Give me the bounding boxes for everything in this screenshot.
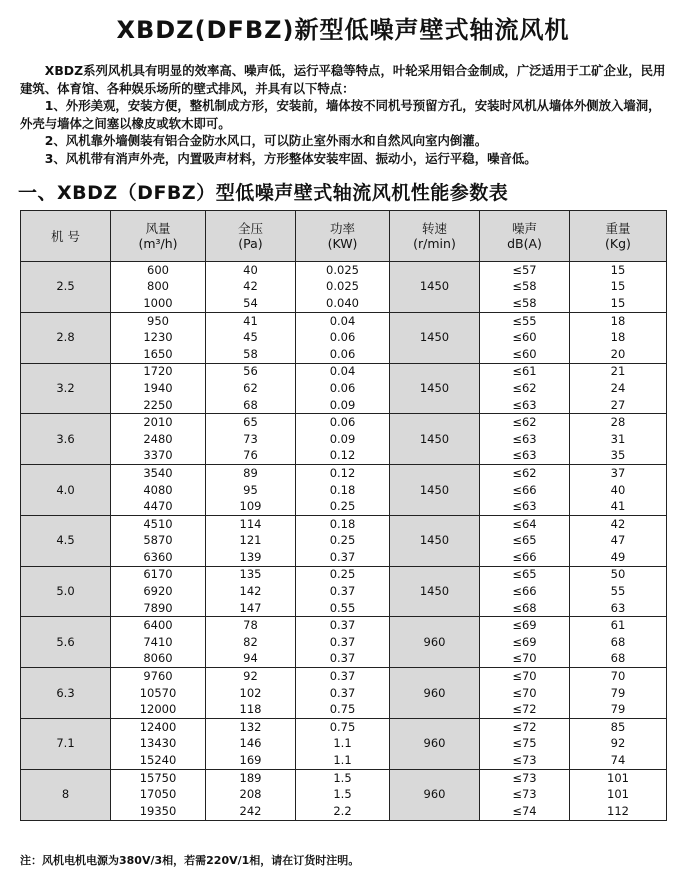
cell-power: 0.37: [296, 634, 390, 651]
cell-noise: ≤74: [480, 803, 570, 820]
cell-model: 3.6: [21, 414, 111, 465]
cell-noise: ≤70: [480, 685, 570, 702]
cell-pressure: 68: [206, 397, 296, 414]
table-row: [21, 397, 667, 414]
table-row: [21, 803, 667, 820]
cell-power: 0.12: [296, 448, 390, 465]
cell-airflow: 3370: [111, 448, 206, 465]
cell-noise: ≤62: [480, 380, 570, 397]
cell-airflow: 12000: [111, 701, 206, 718]
cell-airflow: 1940: [111, 380, 206, 397]
table-row: [21, 769, 667, 786]
cell-weight: 15: [570, 262, 667, 279]
table-row: [21, 685, 667, 702]
cell-airflow: 1650: [111, 346, 206, 363]
cell-power: 0.37: [296, 668, 390, 685]
cell-noise: ≤63: [480, 448, 570, 465]
table-row: [21, 600, 667, 617]
cell-model: 3.2: [21, 363, 111, 414]
cell-airflow: 800: [111, 279, 206, 296]
cell-power: 0.04: [296, 312, 390, 329]
table-row: [21, 431, 667, 448]
cell-speed: 1450: [390, 414, 480, 465]
cell-power: 0.09: [296, 431, 390, 448]
cell-noise: ≤73: [480, 769, 570, 786]
cell-power: 0.55: [296, 600, 390, 617]
table-row: [21, 786, 667, 803]
cell-speed: 960: [390, 769, 480, 820]
table-row: [21, 533, 667, 550]
table-row: [21, 566, 667, 583]
cell-airflow: 12400: [111, 719, 206, 736]
cell-weight: 55: [570, 583, 667, 600]
cell-speed: 960: [390, 719, 480, 770]
cell-noise: ≤55: [480, 312, 570, 329]
cell-pressure: 73: [206, 431, 296, 448]
intro-paragraph: XBDZ系列风机具有明显的效率高、噪声低，运行平稳等特点，叶轮采用铝合金制成，广泛适用于工矿企业，民用建筑、体育馆、各种娱乐场所的壁式排风，并具有以下特点：: [20, 63, 666, 96]
cell-pressure: 102: [206, 685, 296, 702]
table-row: [21, 448, 667, 465]
cell-power: 0.025: [296, 279, 390, 296]
cell-pressure: 94: [206, 651, 296, 668]
cell-weight: 27: [570, 397, 667, 414]
cell-power: 0.75: [296, 701, 390, 718]
cell-weight: 79: [570, 701, 667, 718]
cell-power: 0.37: [296, 651, 390, 668]
cell-airflow: 13430: [111, 736, 206, 753]
cell-pressure: 121: [206, 533, 296, 550]
cell-pressure: 95: [206, 482, 296, 499]
table-row: [21, 329, 667, 346]
cell-weight: 63: [570, 600, 667, 617]
cell-pressure: 89: [206, 465, 296, 482]
table-row: [21, 279, 667, 296]
table-row: [21, 465, 667, 482]
cell-weight: 47: [570, 533, 667, 550]
cell-speed: 960: [390, 617, 480, 668]
cell-model: 4.0: [21, 465, 111, 516]
cell-noise: ≤65: [480, 533, 570, 550]
cell-noise: ≤60: [480, 346, 570, 363]
cell-weight: 50: [570, 566, 667, 583]
cell-power: 0.37: [296, 617, 390, 634]
cell-airflow: 6400: [111, 617, 206, 634]
cell-noise: ≤70: [480, 668, 570, 685]
cell-weight: 24: [570, 380, 667, 397]
cell-noise: ≤69: [480, 617, 570, 634]
cell-noise: ≤62: [480, 414, 570, 431]
cell-airflow: 2250: [111, 397, 206, 414]
cell-power: 1.5: [296, 769, 390, 786]
cell-pressure: 242: [206, 803, 296, 820]
feature-item-1: 1、外形美观，安装方便，整机制成方形，安装前，墙体按不同机号预留方孔，安装时风机从墙体外侧放入墙洞，外壳与墙体之间塞以橡皮或软木即可。: [20, 98, 661, 131]
cell-weight: 85: [570, 719, 667, 736]
cell-pressure: 56: [206, 363, 296, 380]
cell-weight: 49: [570, 549, 667, 566]
cell-noise: ≤57: [480, 262, 570, 279]
cell-pressure: 208: [206, 786, 296, 803]
cell-airflow: 6920: [111, 583, 206, 600]
cell-power: 0.06: [296, 414, 390, 431]
cell-pressure: 45: [206, 329, 296, 346]
cell-weight: 74: [570, 752, 667, 769]
section-title: 一、XBDZ（DFBZ）型低噪声壁式轴流风机性能参数表: [18, 182, 509, 204]
cell-airflow: 15750: [111, 769, 206, 786]
cell-pressure: 142: [206, 583, 296, 600]
cell-pressure: 62: [206, 380, 296, 397]
cell-weight: 41: [570, 498, 667, 515]
cell-airflow: 1720: [111, 363, 206, 380]
cell-noise: ≤75: [480, 736, 570, 753]
cell-model: 8: [21, 769, 111, 820]
cell-pressure: 189: [206, 769, 296, 786]
cell-noise: ≤73: [480, 752, 570, 769]
cell-weight: 15: [570, 295, 667, 312]
cell-pressure: 118: [206, 701, 296, 718]
cell-pressure: 42: [206, 279, 296, 296]
header-weight: 重量 (Kg): [570, 211, 667, 262]
cell-model: 7.1: [21, 719, 111, 770]
cell-model: 2.8: [21, 312, 111, 363]
cell-pressure: 76: [206, 448, 296, 465]
table-header-row: [21, 211, 667, 262]
cell-noise: ≤58: [480, 295, 570, 312]
cell-noise: ≤69: [480, 634, 570, 651]
cell-weight: 68: [570, 634, 667, 651]
cell-power: 0.06: [296, 346, 390, 363]
table-row: [21, 262, 667, 279]
cell-airflow: 6360: [111, 549, 206, 566]
table-row: [21, 515, 667, 532]
header-model: 机 号: [21, 211, 111, 262]
cell-model: 5.6: [21, 617, 111, 668]
cell-airflow: 950: [111, 312, 206, 329]
cell-power: 0.18: [296, 515, 390, 532]
cell-airflow: 2480: [111, 431, 206, 448]
cell-pressure: 82: [206, 634, 296, 651]
cell-weight: 70: [570, 668, 667, 685]
cell-pressure: 78: [206, 617, 296, 634]
cell-weight: 31: [570, 431, 667, 448]
cell-noise: ≤58: [480, 279, 570, 296]
table-row: [21, 719, 667, 736]
cell-power: 0.37: [296, 583, 390, 600]
intro-text: [20, 62, 668, 167]
cell-pressure: 65: [206, 414, 296, 431]
cell-power: 0.025: [296, 262, 390, 279]
cell-pressure: 41: [206, 312, 296, 329]
cell-noise: ≤66: [480, 482, 570, 499]
cell-weight: 112: [570, 803, 667, 820]
cell-airflow: 7410: [111, 634, 206, 651]
cell-noise: ≤72: [480, 701, 570, 718]
cell-airflow: 9760: [111, 668, 206, 685]
cell-noise: ≤73: [480, 786, 570, 803]
cell-noise: ≤63: [480, 498, 570, 515]
cell-model: 6.3: [21, 668, 111, 719]
cell-airflow: 1000: [111, 295, 206, 312]
table-row: [21, 363, 667, 380]
cell-speed: 1450: [390, 515, 480, 566]
cell-noise: ≤65: [480, 566, 570, 583]
header-noise: 噪声 dB(A): [480, 211, 570, 262]
cell-airflow: 3540: [111, 465, 206, 482]
table-row: [21, 634, 667, 651]
cell-power: 0.12: [296, 465, 390, 482]
cell-pressure: 40: [206, 262, 296, 279]
feature-item-3: 3、风机带有消声外壳，内置吸声材料，方形整体安装牢固、振动小，运行平稳，噪音低。: [44, 150, 537, 166]
cell-airflow: 6170: [111, 566, 206, 583]
cell-power: 1.1: [296, 736, 390, 753]
table-row: [21, 346, 667, 363]
cell-airflow: 2010: [111, 414, 206, 431]
cell-power: 0.18: [296, 482, 390, 499]
cell-noise: ≤60: [480, 329, 570, 346]
cell-power: 0.75: [296, 719, 390, 736]
cell-airflow: 1230: [111, 329, 206, 346]
cell-weight: 101: [570, 786, 667, 803]
cell-power: 1.5: [296, 786, 390, 803]
cell-power: 0.25: [296, 566, 390, 583]
cell-speed: 1450: [390, 465, 480, 516]
cell-airflow: 4080: [111, 482, 206, 499]
cell-pressure: 132: [206, 719, 296, 736]
cell-weight: 79: [570, 685, 667, 702]
cell-weight: 35: [570, 448, 667, 465]
cell-pressure: 92: [206, 668, 296, 685]
cell-airflow: 4470: [111, 498, 206, 515]
header-power: 功率 (KW): [296, 211, 390, 262]
cell-weight: 40: [570, 482, 667, 499]
cell-noise: ≤64: [480, 515, 570, 532]
cell-noise: ≤62: [480, 465, 570, 482]
table-row: [21, 312, 667, 329]
cell-airflow: 15240: [111, 752, 206, 769]
cell-pressure: 139: [206, 549, 296, 566]
table-body: [21, 262, 667, 821]
cell-power: 0.25: [296, 498, 390, 515]
cell-power: 0.09: [296, 397, 390, 414]
cell-pressure: 109: [206, 498, 296, 515]
cell-model: 5.0: [21, 566, 111, 617]
cell-weight: 92: [570, 736, 667, 753]
cell-speed: 1450: [390, 363, 480, 414]
table-row: [21, 651, 667, 668]
cell-power: 0.04: [296, 363, 390, 380]
cell-speed: 1450: [390, 262, 480, 313]
cell-airflow: 19350: [111, 803, 206, 820]
table-row: [21, 752, 667, 769]
cell-weight: 61: [570, 617, 667, 634]
cell-weight: 21: [570, 363, 667, 380]
header-speed: 转速 (r/min): [390, 211, 480, 262]
cell-airflow: 10570: [111, 685, 206, 702]
cell-power: 0.040: [296, 295, 390, 312]
document-title: XBDZ(DFBZ)新型低噪声壁式轴流风机: [116, 16, 570, 44]
cell-weight: 15: [570, 279, 667, 296]
table-row: [21, 414, 667, 431]
cell-weight: 42: [570, 515, 667, 532]
cell-weight: 68: [570, 651, 667, 668]
cell-power: 0.06: [296, 329, 390, 346]
cell-weight: 28: [570, 414, 667, 431]
cell-weight: 37: [570, 465, 667, 482]
cell-pressure: 147: [206, 600, 296, 617]
table-row: [21, 295, 667, 312]
cell-speed: 1450: [390, 312, 480, 363]
footnote: 注：风机电机电源为380V/3相，若需220V/1相，请在订货时注明。: [20, 854, 360, 867]
cell-airflow: 17050: [111, 786, 206, 803]
cell-pressure: 54: [206, 295, 296, 312]
table-row: [21, 617, 667, 634]
cell-airflow: 7890: [111, 600, 206, 617]
cell-weight: 18: [570, 312, 667, 329]
cell-power: 0.06: [296, 380, 390, 397]
cell-power: 2.2: [296, 803, 390, 820]
cell-weight: 18: [570, 329, 667, 346]
table-row: [21, 583, 667, 600]
cell-airflow: 5870: [111, 533, 206, 550]
performance-table: [20, 210, 667, 821]
cell-power: 0.37: [296, 549, 390, 566]
cell-weight: 101: [570, 769, 667, 786]
cell-noise: ≤72: [480, 719, 570, 736]
cell-speed: 960: [390, 668, 480, 719]
cell-model: 2.5: [21, 262, 111, 313]
cell-power: 1.1: [296, 752, 390, 769]
table-row: [21, 549, 667, 566]
cell-power: 0.37: [296, 685, 390, 702]
cell-airflow: 600: [111, 262, 206, 279]
cell-weight: 20: [570, 346, 667, 363]
cell-airflow: 8060: [111, 651, 206, 668]
cell-power: 0.25: [296, 533, 390, 550]
header-airflow: 风量 (m³/h): [111, 211, 206, 262]
table-row: [21, 498, 667, 515]
cell-noise: ≤66: [480, 549, 570, 566]
cell-noise: ≤66: [480, 583, 570, 600]
cell-airflow: 4510: [111, 515, 206, 532]
feature-item-2: 2、风机靠外墙侧装有铝合金防水风口，可以防止室外雨水和自然风向室内倒灌。: [44, 133, 488, 148]
cell-speed: 1450: [390, 566, 480, 617]
cell-noise: ≤63: [480, 397, 570, 414]
table-row: [21, 482, 667, 499]
cell-noise: ≤68: [480, 600, 570, 617]
cell-pressure: 146: [206, 736, 296, 753]
cell-pressure: 58: [206, 346, 296, 363]
table-row: [21, 668, 667, 685]
cell-model: 4.5: [21, 515, 111, 566]
cell-noise: ≤70: [480, 651, 570, 668]
cell-noise: ≤63: [480, 431, 570, 448]
cell-pressure: 135: [206, 566, 296, 583]
header-pressure: 全压 (Pa): [206, 211, 296, 262]
table-row: [21, 380, 667, 397]
cell-noise: ≤61: [480, 363, 570, 380]
cell-pressure: 114: [206, 515, 296, 532]
cell-pressure: 169: [206, 752, 296, 769]
table-row: [21, 701, 667, 718]
table-row: [21, 736, 667, 753]
